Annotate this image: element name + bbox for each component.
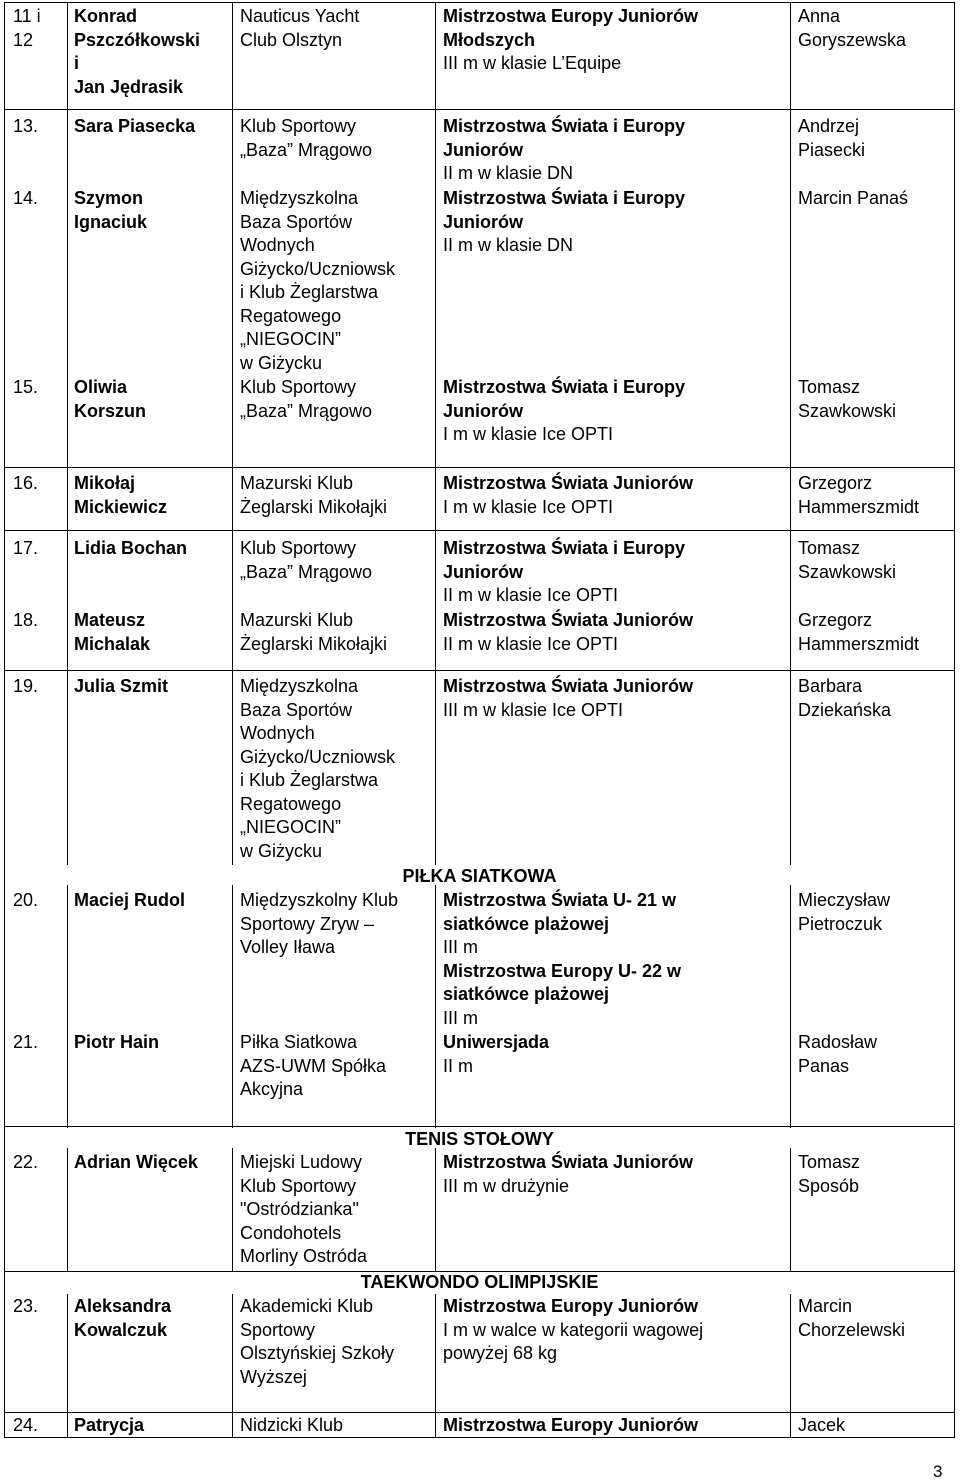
athlete-name: Konrad Pszczółkowski i Jan Jędrasik: [74, 6, 201, 97]
athlete-name: Mateusz Michalak: [74, 610, 151, 654]
coach-name: Grzegorz Hammerszmidt: [798, 610, 920, 654]
athlete-name: Julia Szmit: [74, 676, 169, 696]
coach-name: Tomasz Szawkowski: [798, 538, 897, 582]
club-name: Międzyszkolna Baza Sportów Wodnych Giżycko/Uczniowsk i Klub Żeglarstwa Regatowego „NIEGOCIN” w Giżycku: [240, 676, 396, 861]
section-heading-taekwondo: TAEKWONDO OLIMPIJSKIE: [360, 1272, 599, 1292]
coach-name: Tomasz Szawkowski: [798, 377, 897, 421]
event-result: Uniwersjada II m: [443, 1032, 550, 1076]
row-number: 15.: [13, 377, 39, 397]
row-divider: [4, 670, 955, 671]
athlete-name: Mikołaj Mickiewicz: [74, 473, 168, 517]
row-number: 23.: [13, 1296, 39, 1316]
column-divider: [435, 2, 436, 1438]
row-number: 16.: [13, 473, 39, 493]
club-name: Nidzicki Klub: [240, 1415, 344, 1435]
row-number: 19.: [13, 676, 39, 696]
column-divider: [67, 2, 68, 1438]
club-name: Nauticus Yacht Club Olsztyn: [240, 6, 360, 50]
coach-name: Jacek: [798, 1415, 846, 1435]
section-heading-table-tennis: TENIS STOŁOWY: [405, 1129, 554, 1149]
coach-name: Marcin Chorzelewski: [798, 1296, 906, 1340]
row-number: 13.: [13, 116, 39, 136]
event-result: Mistrzostwa Świata i Europy Juniorów II m w klasie DN: [443, 116, 686, 183]
event-result: Mistrzostwa Świata i Europy Juniorów I m w klasie Ice OPTI: [443, 377, 686, 444]
athlete-name: Szymon Ignaciuk: [74, 188, 148, 232]
club-name: Międzyszkolna Baza Sportów Wodnych Giżycko/Uczniowsk i Klub Żeglarstwa Regatowego „NIEGOCIN” w Giżycku: [240, 188, 396, 373]
athlete-name: Sara Piasecka: [74, 116, 196, 136]
coach-name: Marcin Panaś: [798, 188, 909, 208]
row-divider: [4, 1126, 955, 1127]
coach-name: Mieczysław Pietroczuk: [798, 890, 891, 934]
column-divider: [232, 2, 233, 1438]
club-name: Mazurski Klub Żeglarski Mikołajki: [240, 473, 388, 517]
row-number: 21.: [13, 1032, 39, 1052]
event-result: Mistrzostwa Świata Juniorów II m w klasie Ice OPTI: [443, 610, 694, 654]
athlete-name: Maciej Rudol: [74, 890, 186, 910]
coach-name: Barbara Dziekańska: [798, 676, 892, 720]
coach-name: Andrzej Piasecki: [798, 116, 866, 160]
event-result: Mistrzostwa Świata U- 21 w siatkówce plażowej III m Mistrzostwa Europy U- 22 w siatkówce plażowej III m: [443, 890, 682, 1028]
event-result: Mistrzostwa Świata i Europy Juniorów II m w klasie DN: [443, 188, 686, 255]
row-divider: [4, 1412, 955, 1413]
row-divider: [4, 109, 955, 110]
page-number: 3: [933, 1462, 943, 1481]
row-number: 22.: [13, 1152, 39, 1172]
club-name: Mazurski Klub Żeglarski Mikołajki: [240, 610, 388, 654]
club-name: Klub Sportowy „Baza” Mrągowo: [240, 116, 373, 160]
club-name: Klub Sportowy „Baza” Mrągowo: [240, 377, 373, 421]
athlete-name: Oliwia Korszun: [74, 377, 146, 421]
row-number: 11 i 12: [13, 6, 41, 50]
club-name: Akademicki Klub Sportowy Olsztyńskiej Szkoły Wyższej: [240, 1296, 395, 1387]
event-result: Mistrzostwa Świata Juniorów I m w klasie Ice OPTI: [443, 473, 694, 517]
event-result: Mistrzostwa Europy Juniorów I m w walce w kategorii wagowej powyżej 68 kg: [443, 1296, 704, 1363]
row-number: 24.: [13, 1415, 39, 1435]
event-result: Mistrzostwa Europy Juniorów Młodszych III m w klasie L’Equipe: [443, 6, 699, 73]
row-number: 20.: [13, 890, 39, 910]
athlete-name: Adrian Więcek: [74, 1152, 198, 1172]
event-result: Mistrzostwa Świata Juniorów III m w drużynie: [443, 1152, 694, 1196]
row-number: 17.: [13, 538, 39, 558]
athlete-name: Piotr Hain: [74, 1032, 160, 1052]
section-heading-volleyball: PIŁKA SIATKOWA: [402, 866, 557, 886]
row-divider: [4, 530, 955, 531]
event-result: Mistrzostwa Europy Juniorów: [443, 1415, 699, 1435]
event-result: Mistrzostwa Świata Juniorów III m w klasie Ice OPTI: [443, 676, 694, 720]
athlete-name: Aleksandra Kowalczuk: [74, 1296, 172, 1340]
coach-name: Radosław Panas: [798, 1032, 878, 1076]
club-name: Piłka Siatkowa AZS-UWM Spółka Akcyjna: [240, 1032, 387, 1099]
event-result: Mistrzostwa Świata i Europy Juniorów II m w klasie Ice OPTI: [443, 538, 686, 605]
coach-name: Grzegorz Hammerszmidt: [798, 473, 920, 517]
row-number: 18.: [13, 610, 39, 630]
club-name: Klub Sportowy „Baza” Mrągowo: [240, 538, 373, 582]
coach-name: Anna Goryszewska: [798, 6, 907, 50]
row-number: 14.: [13, 188, 39, 208]
coach-name: Tomasz Sposób: [798, 1152, 861, 1196]
club-name: Międzyszkolny Klub Sportowy Zryw – Volley Iława: [240, 890, 399, 957]
club-name: Miejski Ludowy Klub Sportowy "Ostródzianka" Condohotels Morliny Ostróda: [240, 1152, 368, 1266]
column-divider: [790, 2, 791, 1438]
row-divider: [4, 467, 955, 468]
athlete-name: Patrycja: [74, 1415, 145, 1435]
athlete-name: Lidia Bochan: [74, 538, 188, 558]
